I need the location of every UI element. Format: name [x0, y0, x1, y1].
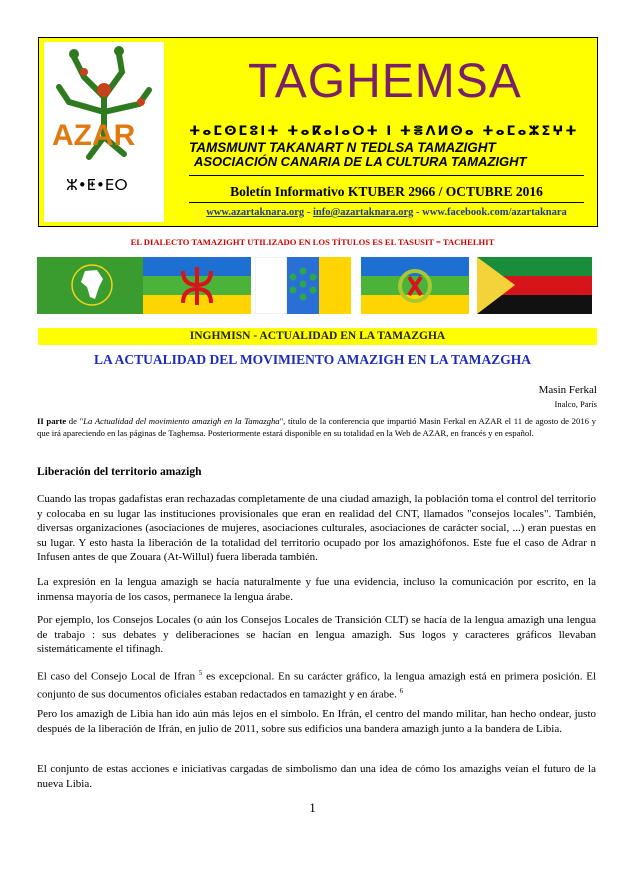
- african-union-flag: [37, 257, 147, 314]
- intro-paragraph: II parte de "La Actualidad del movimiento amazigh en la Tamazgha", título de la conferencia que impartió Masin Ferkal en AZAR el 11 de agosto de 2016 y que irá apareciendo en las páginas de Taghemsa. Posteriormente estará disponible en su totalidad en la Web de AZAR, en francés y en español.: [37, 416, 596, 438]
- article-headline: LA ACTUALIDAD DEL MOVIMIENTO AMAZIGH EN LA TAMAZGHA: [94, 352, 531, 367]
- svg-text:ⵣ•ⵟ•ⴹⵔ: ⵣ•ⵟ•ⴹⵔ: [66, 176, 128, 194]
- tifinagh-name: ⵜⴰⵎⵙⵎⵓⵏⵜ ⵜⴰⴽⴰⵏⴰⵔⵜ ⵏ ⵜⴻⴷⵍⵙⴰ ⵜⴰⵎⴰⵣⵉⵖⵜ: [189, 124, 579, 139]
- masthead: [38, 37, 598, 227]
- divider: [189, 202, 584, 203]
- divider: [189, 175, 584, 176]
- association-name-spanish: ASOCIACIÓN CANARIA DE LA CULTURA TAMAZIGHT: [194, 154, 527, 169]
- contact-links: www.azartaknara.org - info@azartaknara.org - www.facebook.com/azartaknara: [206, 207, 567, 218]
- bulletin-issue: Boletín Informativo KTUBER 2966 / OCTUBRE 2016: [230, 184, 543, 199]
- author-block: [539, 383, 597, 411]
- author-name: Masin Ferkal: [538, 384, 597, 396]
- azar-logo: [44, 42, 164, 222]
- azawad-flag: [477, 257, 592, 314]
- author-affiliation: Inalco, París: [554, 399, 597, 409]
- publication-title: TAGHEMSA: [248, 55, 522, 108]
- canary-independence-flag: [255, 257, 351, 314]
- amazigh-flag: [143, 257, 251, 314]
- body-paragraph: La expresión en la lengua amazigh se hacía naturalmente y fue una evidencia, incluso la comunicación por escrito, en la inmensa mayoría de los casos, permanece la lengua árabe.: [37, 576, 596, 603]
- body-paragraph: Cuando las tropas gadafistas eran rechazadas completamente de una ciudad amazigh, la población toma el control del territorio y colocaba en su lugar las instituciones provisionales que eran en realidad del CNT, llamados "consejos locales". También, diversas organizaciones (asociaciones de mujeres, asociaciones culturales, asociaciones de carácter social, ...) eran puestas en su lugar. Y esto hasta la liberación de la totalidad del territorio ocupado por los amazighófonos. Este fue el caso de Adrar n Infusen antes de que Zouara (At-Willul) fuera liberada también.: [37, 493, 596, 563]
- page-number: 1: [309, 800, 316, 815]
- azar-logo-icon: [44, 42, 164, 222]
- body-paragraph: Pero los amazigh de Libia han ido aún más lejos en el símbolo. En Ifrán, el centro del mando militar, han hecho ondear, justo después de la liberación de Ifrán, en julio de 2011, sobre sus edificios una bandera amazigh junto a la bandera de Libia.: [37, 708, 596, 735]
- body-paragraph: El caso del Consejo Local de Ifran $^5$ es excepcional. En su carácter gráfico, la lengua amazigh está en primera posición. El conjunto de sus documentos oficiales estaban redactados en tamazight y en árabe. $^6$: [37, 669, 596, 701]
- website-link[interactable]: www.azartaknara.org: [206, 207, 305, 218]
- svg-text:AZAR: AZAR: [52, 119, 136, 152]
- section-subheading: Liberación del territorio amazigh: [37, 466, 202, 478]
- facebook-link[interactable]: www.facebook.com/azartaknara: [422, 207, 567, 218]
- email-link[interactable]: info@azartaknara.org: [312, 207, 414, 218]
- kabyle-flag: [361, 257, 469, 314]
- association-name-tamazight: TAMSMUNT TAKANART N TEDLSA TAMAZIGHT: [189, 140, 496, 155]
- body-paragraph: Por ejemplo, los Consejos Locales (o aún los Consejos Locales de Transición CLT) se hacía de la lengua amazigh una lengua de trabajo : sus debates y deliberaciones se hacían en lengua amazigh. Sus logos y caracteres gráficos llevaban sistemáticamente el tifinagh.: [37, 614, 596, 655]
- body-paragraph: El conjunto de estas acciones e iniciativas cargadas de simbolismo dan una idea de cómo los amazighs veían el futuro de la nueva Libia.: [37, 763, 596, 790]
- dialect-note: EL DIALECTO TAMAZIGHT UTILIZADO EN LOS TÍTULOS ES EL TASUSIT = TACHELHIT: [130, 237, 495, 247]
- section-title: INGHMISN - ACTUALIDAD EN LA TAMAZGHA: [38, 328, 597, 345]
